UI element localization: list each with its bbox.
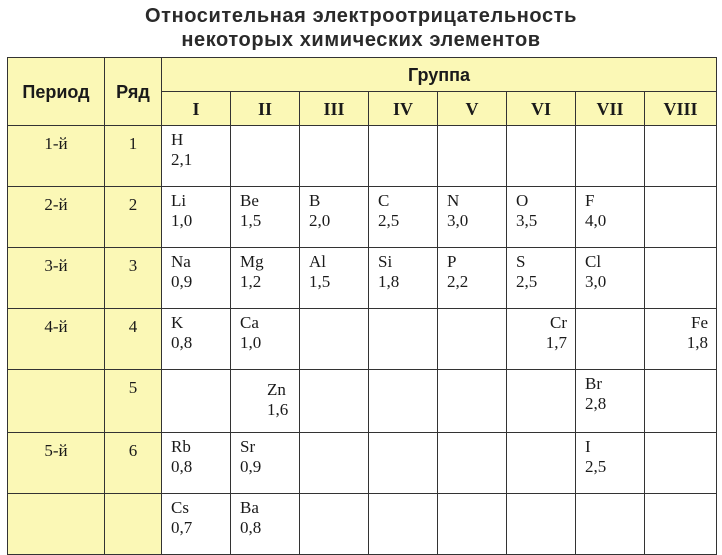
element-symbol: Ba xyxy=(240,498,259,517)
electronegativity-value: 3,0 xyxy=(447,211,469,230)
element-cell xyxy=(369,187,438,248)
empty-cell xyxy=(300,433,369,494)
element-symbol: N xyxy=(447,191,460,210)
element-symbol: Sr xyxy=(240,437,256,456)
element-cell xyxy=(231,370,300,433)
group-header-6: VI xyxy=(507,92,576,126)
element-cell xyxy=(231,309,300,370)
electronegativity-value: 2,2 xyxy=(447,272,469,291)
empty-cell xyxy=(231,126,300,187)
element-symbol: Ca xyxy=(240,313,259,332)
header-row: Ряд xyxy=(105,58,162,126)
empty-cell xyxy=(438,370,507,433)
empty-cell xyxy=(507,494,576,555)
electronegativity-value: 2,5 xyxy=(378,211,400,230)
electronegativity-value: 0,8 xyxy=(171,457,193,476)
period-cell xyxy=(8,494,105,555)
row-number-cell: 5 xyxy=(105,370,162,433)
empty-cell xyxy=(576,494,645,555)
empty-cell xyxy=(645,433,717,494)
period-cell xyxy=(8,370,105,433)
element-symbol: F xyxy=(585,191,595,210)
group-header-1: I xyxy=(162,92,231,126)
group-header-3: III xyxy=(300,92,369,126)
element-symbol: O xyxy=(516,191,529,210)
element-symbol: Mg xyxy=(240,252,264,271)
empty-cell xyxy=(645,248,717,309)
element-cell xyxy=(438,187,507,248)
element-symbol: Al xyxy=(309,252,326,271)
element-cell xyxy=(507,248,576,309)
empty-cell xyxy=(300,309,369,370)
element-cell xyxy=(576,187,645,248)
element-cell xyxy=(162,187,231,248)
table-row xyxy=(8,433,717,494)
electronegativity-value: 0,9 xyxy=(171,272,193,291)
empty-cell xyxy=(369,126,438,187)
empty-cell xyxy=(645,370,717,433)
element-cell xyxy=(162,126,231,187)
electronegativity-value: 0,9 xyxy=(240,457,262,476)
element-symbol: B xyxy=(309,191,321,210)
row-number-cell xyxy=(105,494,162,555)
empty-cell xyxy=(645,494,717,555)
element-symbol: Fe xyxy=(691,313,709,332)
group-header-5: V xyxy=(438,92,507,126)
header-group: Группа xyxy=(162,58,717,92)
period-cell: 3-й xyxy=(8,248,105,309)
element-cell xyxy=(507,187,576,248)
element-symbol: Zn xyxy=(267,380,286,399)
element-symbol: Br xyxy=(585,374,602,393)
element-cell xyxy=(576,370,645,433)
element-cell xyxy=(576,433,645,494)
empty-cell xyxy=(576,126,645,187)
empty-cell xyxy=(300,126,369,187)
element-symbol: K xyxy=(171,313,184,332)
empty-cell xyxy=(369,494,438,555)
element-cell xyxy=(231,187,300,248)
title-line-2: некоторых химических элементов xyxy=(181,29,541,51)
empty-cell xyxy=(300,370,369,433)
electronegativity-value: 4,0 xyxy=(585,211,607,230)
element-symbol: Be xyxy=(240,191,259,210)
row-number-cell: 1 xyxy=(105,126,162,187)
period-cell: 5-й xyxy=(8,433,105,494)
element-cell xyxy=(162,433,231,494)
empty-cell xyxy=(507,433,576,494)
element-cell xyxy=(231,494,300,555)
electronegativity-value: 2,5 xyxy=(516,272,538,291)
table-row xyxy=(8,370,717,433)
electronegativity-table xyxy=(7,57,717,555)
electronegativity-value: 0,7 xyxy=(171,518,193,537)
group-header-8: VIII xyxy=(645,92,717,126)
table-row xyxy=(8,187,717,248)
electronegativity-value: 1,0 xyxy=(171,211,193,230)
empty-cell xyxy=(507,370,576,433)
empty-cell xyxy=(369,309,438,370)
electronegativity-value: 2,0 xyxy=(309,211,331,230)
element-cell xyxy=(369,248,438,309)
electronegativity-value: 3,5 xyxy=(516,211,538,230)
row-number-cell: 6 xyxy=(105,433,162,494)
electronegativity-value: 1,6 xyxy=(267,400,289,419)
element-symbol: Cr xyxy=(550,313,567,332)
empty-cell xyxy=(300,494,369,555)
table-title xyxy=(0,4,722,52)
table-row xyxy=(8,494,717,555)
element-cell xyxy=(231,433,300,494)
element-cell xyxy=(438,248,507,309)
electronegativity-value: 2,1 xyxy=(171,150,193,169)
element-symbol: C xyxy=(378,191,390,210)
empty-cell xyxy=(576,309,645,370)
element-symbol: Cs xyxy=(171,498,189,517)
element-cell xyxy=(300,248,369,309)
element-symbol: Si xyxy=(378,252,393,271)
electronegativity-value: 0,8 xyxy=(171,333,193,352)
electronegativity-value: 1,5 xyxy=(240,211,262,230)
empty-cell xyxy=(162,370,231,433)
element-cell xyxy=(162,494,231,555)
group-header-7: VII xyxy=(576,92,645,126)
group-header-2: II xyxy=(231,92,300,126)
electronegativity-value: 1,2 xyxy=(240,272,262,291)
row-number-cell: 4 xyxy=(105,309,162,370)
empty-cell xyxy=(438,433,507,494)
element-cell xyxy=(300,187,369,248)
row-number-cell: 3 xyxy=(105,248,162,309)
group-header-4: IV xyxy=(369,92,438,126)
electronegativity-value: 1,8 xyxy=(378,272,400,291)
period-cell: 4-й xyxy=(8,309,105,370)
table-row xyxy=(8,126,717,187)
empty-cell xyxy=(507,126,576,187)
element-cell xyxy=(162,248,231,309)
element-symbol: P xyxy=(447,252,457,271)
empty-cell xyxy=(438,126,507,187)
element-cell xyxy=(576,248,645,309)
table-row xyxy=(8,248,717,309)
element-symbol: I xyxy=(585,437,591,456)
element-cell xyxy=(231,248,300,309)
empty-cell xyxy=(645,187,717,248)
electronegativity-value: 1,7 xyxy=(545,333,567,352)
element-symbol: Li xyxy=(171,191,187,210)
empty-cell xyxy=(438,309,507,370)
element-cell xyxy=(162,309,231,370)
period-cell: 2-й xyxy=(8,187,105,248)
electronegativity-value: 0,8 xyxy=(240,518,262,537)
electronegativity-value: 2,5 xyxy=(585,457,607,476)
empty-cell xyxy=(369,370,438,433)
element-symbol: S xyxy=(516,252,526,271)
period-cell: 1-й xyxy=(8,126,105,187)
electronegativity-value: 3,0 xyxy=(585,272,607,291)
element-symbol: Na xyxy=(171,252,191,271)
electronegativity-value: 2,8 xyxy=(585,394,607,413)
electronegativity-value: 1,5 xyxy=(309,272,331,291)
table-row xyxy=(8,309,717,370)
element-cell xyxy=(645,309,717,370)
element-symbol: Rb xyxy=(171,437,191,456)
row-number-cell: 2 xyxy=(105,187,162,248)
title-line-1: Относительная электроотрицательность xyxy=(145,5,577,27)
electronegativity-value: 1,0 xyxy=(240,333,262,352)
electronegativity-value: 1,8 xyxy=(686,333,709,352)
element-cell xyxy=(507,309,576,370)
empty-cell xyxy=(369,433,438,494)
empty-cell xyxy=(438,494,507,555)
element-symbol: H xyxy=(171,130,184,149)
empty-cell xyxy=(645,126,717,187)
header-period: Период xyxy=(8,58,105,126)
element-symbol: Cl xyxy=(585,252,602,271)
